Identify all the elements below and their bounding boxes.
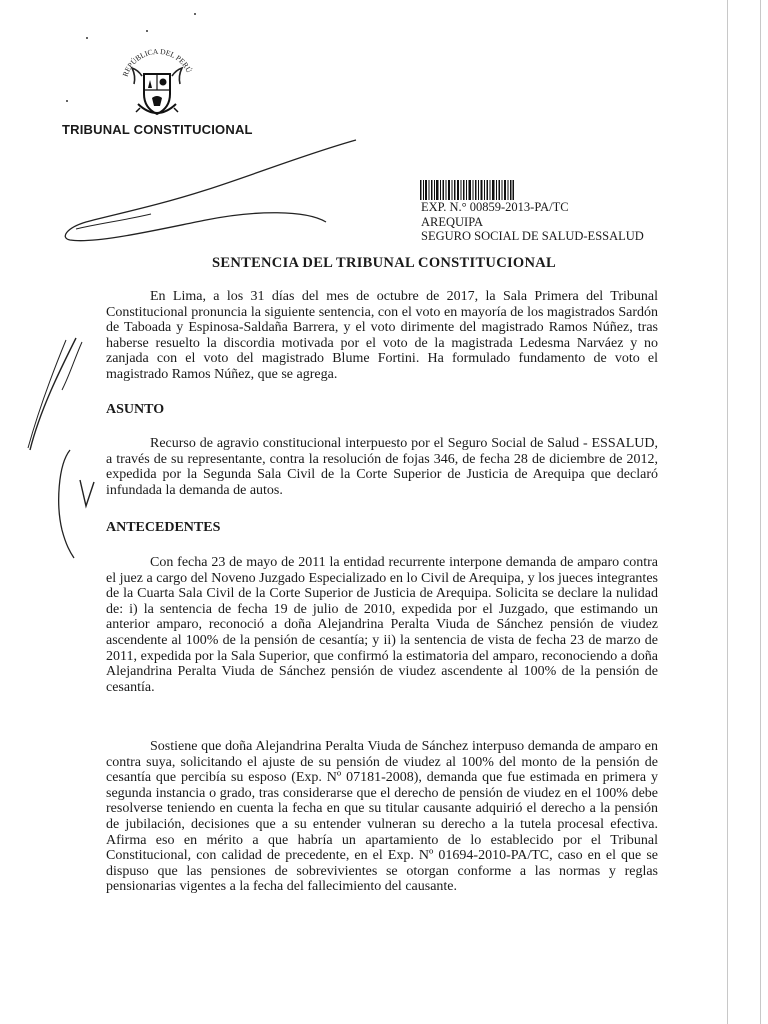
antecedentes-section-2	[106, 739, 658, 895]
antecedentes-section	[106, 555, 658, 695]
scan-speck	[66, 100, 68, 102]
document-title: SENTENCIA DEL TRIBUNAL CONSTITUCIONAL	[211, 255, 557, 271]
asunto-section	[106, 436, 658, 498]
section-heading-asunto: ASUNTO	[106, 402, 165, 417]
svg-text:REPÚBLICA DEL PERÚ: REPÚBLICA DEL PERÚ	[120, 46, 194, 78]
scan-speck	[146, 30, 148, 32]
section-heading-antecedentes: ANTECEDENTES	[106, 520, 221, 535]
scan-speck	[194, 13, 196, 15]
page-edge-line	[727, 0, 728, 1024]
scan-speck	[86, 37, 88, 39]
asunto-paragraph: Recurso de agravio constitucional interpuesto por el Seguro Social de Salud - ESSALUD, a través de su representante, contra la resolución de fojas 346, de fecha 28 de diciembre de 2012, expedida por la Segunda Sala Civil de la Corte Superior de Justicia de Arequipa que declaró infundada la demanda de autos.	[106, 436, 658, 498]
case-number: EXP. N.° 00859-2013-PA/TC	[421, 200, 569, 214]
marginal-signature-marks	[0, 330, 120, 570]
case-info-block	[421, 200, 644, 244]
antecedentes-paragraph-1: Con fecha 23 de mayo de 2011 la entidad recurrente interpone demanda de amparo contra el juez a cargo del Noveno Juzgado Especializado en lo Civil de Arequipa, y los jueces integrantes de la Cuarta Sala Civil de la Corte Superior de Justicia de Arequipa. Solicita se declare la nulidad de: i) la sentencia de fecha 19 de julio de 2010, expedida por el Juzgado, que estimando un anterior amparo, reconoció a doña Alejandrina Peralta Viuda de Sánchez pensión de viudez ascendente al 100% de la pensión de cesantía; y ii) la sentencia de vista de fecha 23 de marzo de 2011, expedida por la Sala Superior, que confirmó la estimatoria del amparo, reconociendo a doña Alejandrina Peralta Viuda de Sánchez pensión de viudez ascendente al 100% de la pensión de cesantía.	[106, 555, 658, 695]
intro-section	[106, 289, 658, 383]
case-party: SEGURO SOCIAL DE SALUD-ESSALUD	[421, 229, 644, 243]
case-location: AREQUIPA	[421, 214, 484, 229]
national-seal-icon	[112, 46, 202, 124]
handwritten-signature	[56, 134, 376, 254]
barcode	[420, 180, 514, 200]
institution-name: TRIBUNAL CONSTITUCIONAL	[62, 122, 253, 137]
page-edge-line	[760, 0, 761, 1024]
intro-paragraph: En Lima, a los 31 días del mes de octubre de 2017, la Sala Primera del Tribunal Constitucional pronuncia la siguiente sentencia, con el voto en mayoría de los magistrados Sardón de Taboada y Espinosa-Saldaña Barrera, y el voto dirimente del magistrado Ramos Núñez, tras haberse resuelto la discordia motivada por el voto de la magistrada Ledesma Narváez y no zanjada con el voto del magistrado Blume Fortini. Ha formulado fundamento de voto el magistrado Ramos Núñez, que se agrega.	[106, 289, 658, 382]
antecedentes-paragraph-2: Sostiene que doña Alejandrina Peralta Viuda de Sánchez interpuso demanda de amparo en contra suya, solicitando el ajuste de su pensión de viudez al 100% del monto de la pensión de cesantía que percibía su esposo (Exp. Nº 07181-2008), demanda que fue estimada en primera y segunda instancia o grado, tras considerarse que el derecho de pensión de viudez en el 100% debe resolverse teniendo en cuenta la fecha en que su titular causante adquirió el derecho a la pensión de jubilación, decisiones que a su entender vulneran su derecho a la tutela procesal efectiva. Afirma eso en mérito a que habría un apartamiento de lo establecido por el Tribunal Constitucional, con calidad de precedente, en el Exp. Nº 01694-2010-PA/TC, caso en el que se dispuso que las pensiones de sobrevivientes se otorgan conforme a las normas y reglas pensionarias vigentes a la fecha del fallecimiento del causante.	[106, 739, 658, 895]
